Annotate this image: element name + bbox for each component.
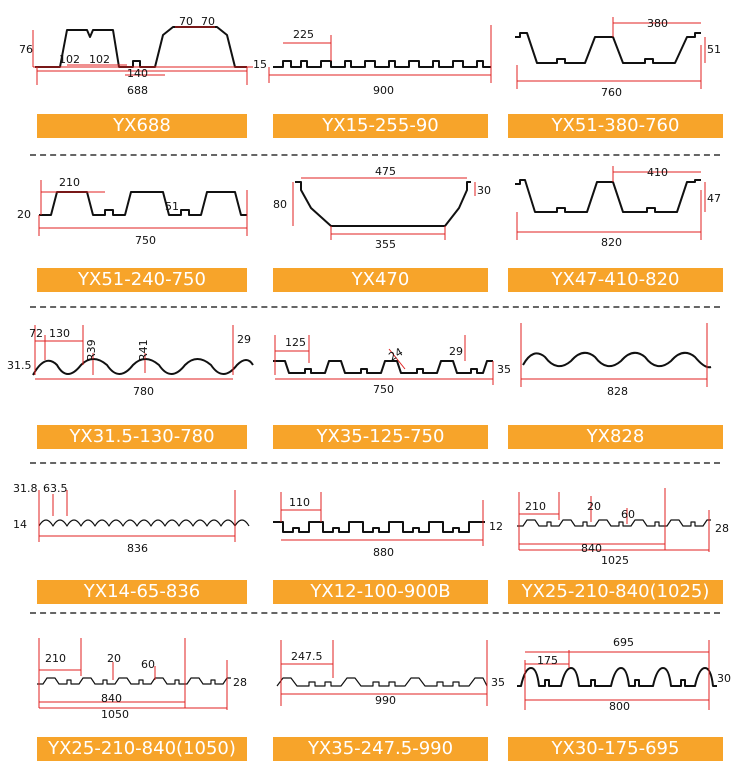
dim-a: 828 xyxy=(607,385,628,398)
dim-b: 51 xyxy=(707,43,721,56)
dim-c: R39 xyxy=(85,339,98,361)
dim-a: 76 xyxy=(19,43,33,56)
dim-b: 20 xyxy=(587,500,601,513)
dim-a: 210 xyxy=(45,652,66,665)
label-yx25-210-840-1050: YX25-210-840(1050) xyxy=(37,737,247,761)
dim-c: 30 xyxy=(717,672,731,685)
dim-a: 380 xyxy=(647,17,668,30)
label-yx35-125-750: YX35-125-750 xyxy=(273,425,488,449)
dim-a: 31.8 xyxy=(13,482,38,495)
profile-yx30-175-695 xyxy=(495,620,735,730)
row-separator-1 xyxy=(30,154,720,156)
profile-yx51-380-760 xyxy=(495,5,735,115)
profile-yx25-210-840-1050-drawing xyxy=(15,620,255,730)
dim-d: R41 xyxy=(137,339,150,361)
profile-yx35-247-5-990-drawing xyxy=(255,620,505,730)
profile-yx15-255-90-drawing xyxy=(255,5,495,115)
profile-yx12-100-900b-drawing xyxy=(255,470,503,580)
profile-yx47-410-820-drawing xyxy=(495,160,735,270)
row-separator-2 xyxy=(30,306,720,308)
profile-yx51-240-750 xyxy=(15,160,255,270)
dim-d: 70 xyxy=(179,15,193,28)
profile-yx35-125-750-drawing xyxy=(255,315,511,425)
dim-b: 20 xyxy=(17,208,31,221)
dim-d: 35 xyxy=(497,363,511,376)
dim-a: 72 xyxy=(29,327,43,340)
dim-e: 750 xyxy=(373,383,394,396)
dim-c: 30 xyxy=(477,184,491,197)
profile-yx30-175-695-drawing xyxy=(495,620,735,730)
profile-yx688-drawing xyxy=(15,5,255,115)
dim-f: 140 xyxy=(127,67,148,80)
profile-yx51-380-760-drawing xyxy=(495,5,735,115)
profile-yx828-drawing xyxy=(495,315,735,425)
profile-yx12-100-900b xyxy=(255,470,503,580)
dim-a: 695 xyxy=(613,636,634,649)
label-yx15-255-90: YX15-255-90 xyxy=(273,114,488,138)
dim-d: 750 xyxy=(135,234,156,247)
dim-c: 880 xyxy=(373,546,394,559)
dim-a: 247.5 xyxy=(291,650,323,663)
dim-c: 760 xyxy=(601,86,622,99)
label-yx12-100-900b: YX12-100-900B xyxy=(273,580,488,604)
profile-yx35-125-750 xyxy=(255,315,511,425)
dim-a: 210 xyxy=(525,500,546,513)
dim-d: 28 xyxy=(233,676,247,689)
dim-c: 60 xyxy=(141,658,155,671)
dim-b: 24 xyxy=(386,345,406,364)
profile-yx688 xyxy=(15,5,255,115)
dim-a: 125 xyxy=(285,336,306,349)
label-yx688: YX688 xyxy=(37,114,247,138)
dim-b: 130 xyxy=(49,327,70,340)
profile-yx25-210-840-1025-drawing xyxy=(495,470,735,580)
dim-a: 410 xyxy=(647,166,668,179)
profile-yx25-210-840-1050 xyxy=(15,620,255,730)
dim-c: 102 xyxy=(89,53,110,66)
dim-g: 688 xyxy=(127,84,148,97)
label-yx31-5-130-780: YX31.5-130-780 xyxy=(37,425,247,449)
dim-a: 110 xyxy=(289,496,310,509)
dim-b: 20 xyxy=(107,652,121,665)
dim-f: 1050 xyxy=(101,708,129,721)
dim-e: 840 xyxy=(101,692,122,705)
label-yx828: YX828 xyxy=(508,425,723,449)
profile-yx828 xyxy=(495,315,735,425)
dim-b: 102 xyxy=(59,53,80,66)
dim-c: 14 xyxy=(13,518,27,531)
profile-yx25-210-840-1025 xyxy=(495,470,735,580)
label-yx25-210-840-1025: YX25-210-840(1025) xyxy=(508,580,723,604)
dim-e: 29 xyxy=(237,333,251,346)
dim-b: 47 xyxy=(707,192,721,205)
label-yx35-247-5-990: YX35-247.5-990 xyxy=(273,737,488,761)
label-yx47-410-820: YX47-410-820 xyxy=(508,268,723,292)
dim-b: 80 xyxy=(273,198,287,211)
dim-a: 210 xyxy=(59,176,80,189)
label-yx51-240-750: YX51-240-750 xyxy=(37,268,247,292)
dim-c: 820 xyxy=(601,236,622,249)
label-yx30-175-695: YX30-175-695 xyxy=(508,737,723,761)
row-separator-3 xyxy=(30,462,720,464)
profile-yx31-5-130-780 xyxy=(7,315,255,425)
profile-yx15-255-90 xyxy=(255,5,495,115)
dim-e: 840 xyxy=(581,542,602,555)
dim-c: 990 xyxy=(375,694,396,707)
dim-d: 28 xyxy=(715,522,729,535)
profile-yx470-drawing xyxy=(255,160,495,270)
dim-b: 175 xyxy=(537,654,558,667)
profile-yx31-5-130-780-drawing xyxy=(7,315,255,425)
profile-yx14-65-836-drawing xyxy=(15,470,255,580)
dim-b: 35 xyxy=(491,676,505,689)
dim-b: 63.5 xyxy=(43,482,68,495)
dim-d: 800 xyxy=(609,700,630,713)
dim-c: 51 xyxy=(165,200,179,213)
profile-yx51-240-750-drawing xyxy=(15,160,255,270)
dim-f: 31.5 xyxy=(7,359,32,372)
dim-d: 836 xyxy=(127,542,148,555)
dim-b: 12 xyxy=(489,520,503,533)
dim-c: 900 xyxy=(373,84,394,97)
label-yx14-65-836: YX14-65-836 xyxy=(37,580,247,604)
label-yx51-380-760: YX51-380-760 xyxy=(508,114,723,138)
profile-yx35-247-5-990 xyxy=(255,620,505,730)
dim-c: 29 xyxy=(449,345,463,358)
profile-yx470 xyxy=(255,160,495,270)
profile-yx47-410-820 xyxy=(495,160,735,270)
dim-f: 1025 xyxy=(601,554,629,567)
row-separator-4 xyxy=(30,612,720,614)
dim-c: 60 xyxy=(621,508,635,521)
dim-d: 355 xyxy=(375,238,396,251)
dim-a: 225 xyxy=(293,28,314,41)
label-yx470: YX470 xyxy=(273,268,488,292)
profile-yx14-65-836 xyxy=(15,470,255,580)
dim-a: 475 xyxy=(375,165,396,178)
dim-g: 780 xyxy=(133,385,154,398)
dim-e: 70 xyxy=(201,15,215,28)
dim-b: 15 xyxy=(253,58,267,71)
